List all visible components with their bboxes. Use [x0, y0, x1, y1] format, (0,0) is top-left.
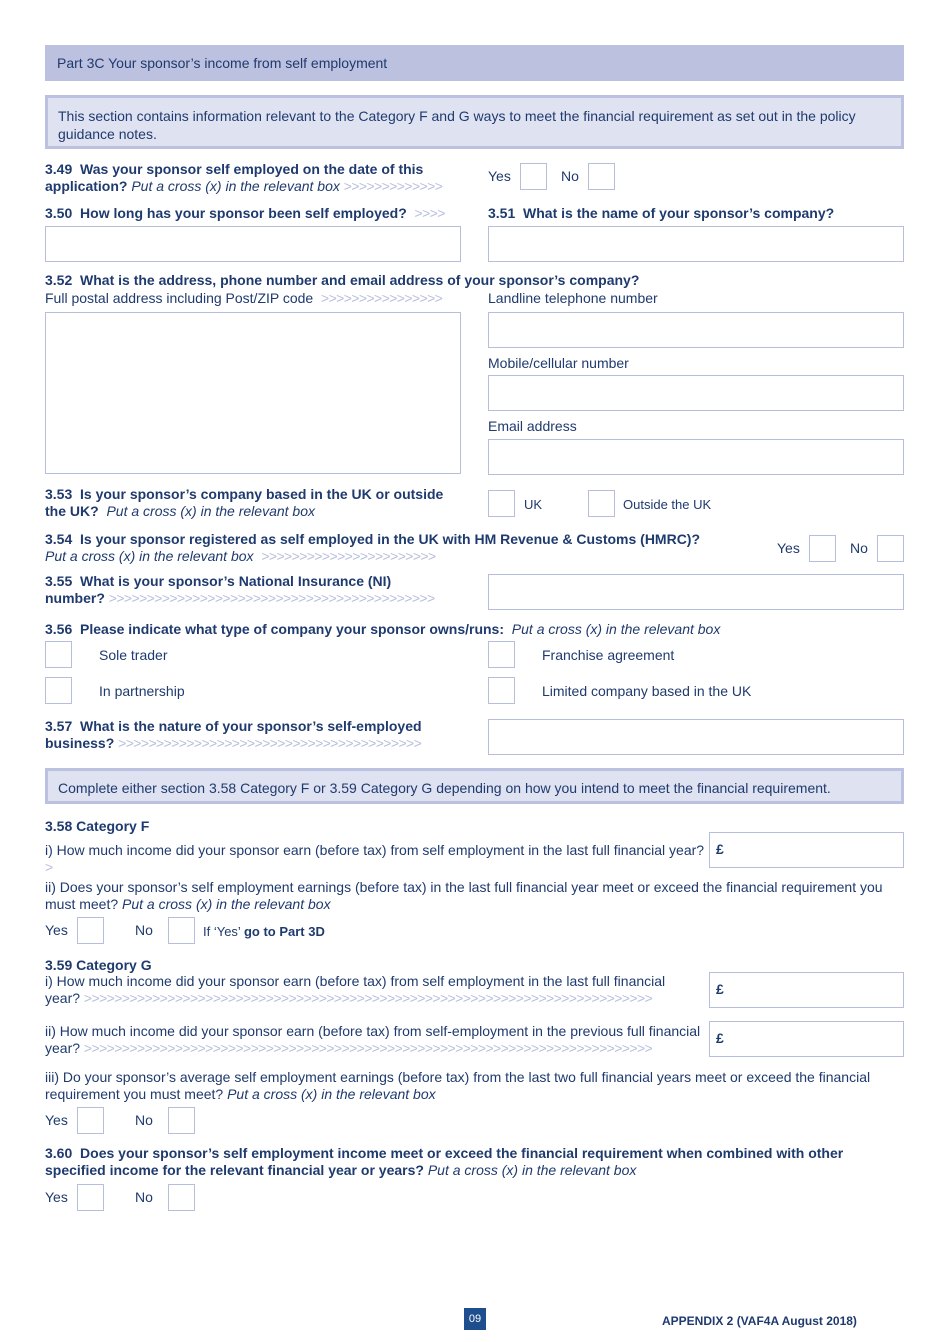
q354-yes-checkbox[interactable] — [809, 535, 836, 562]
pound-sign: £ — [716, 1030, 724, 1046]
q359-no-label: No — [135, 1112, 153, 1128]
section-title: Part 3C Your sponsor’s income from self employment — [57, 55, 388, 71]
partnership-checkbox[interactable] — [45, 677, 72, 704]
page-number: 09 — [464, 1308, 486, 1330]
q353-uk-label: UK — [524, 497, 543, 512]
q359-title: 3.59 Category G — [45, 957, 152, 973]
q360-no-label: No — [135, 1189, 153, 1205]
q359-ii-question: ii) How much income did your sponsor earn (before tax) from self-employment in the previous full financial year? >>>>>>>>>>>>>>>>>>>>>>>>>>>>>>>>>>>>>>>>>>>>>>>>>>>>>>>>>>>>>>>>>>>>>>>>>>> — [45, 1023, 701, 1056]
email-label: Email address — [488, 418, 577, 434]
q358-yes-label: Yes — [45, 922, 68, 938]
choice-band — [45, 768, 904, 804]
q360-no-checkbox[interactable] — [168, 1184, 195, 1211]
q357-question: 3.57 What is the nature of your sponsor’s self-employed business? >>>>>>>>>>>>>>>>>>>>>>>>>>>>>>>>>>>>>>>> — [45, 718, 422, 751]
franchise-checkbox[interactable] — [488, 641, 515, 668]
q354-yes-label: Yes — [777, 540, 800, 556]
q356-question: 3.56 Please indicate what type of company your sponsor owns/runs: Put a cross (x) in the relevant box — [45, 621, 721, 637]
q354-no-label: No — [850, 540, 868, 556]
q354-question: 3.54 Is your sponsor registered as self employed in the UK with HM Revenue & Customs (HMRC)? Put a cross (x) in the relevant box >>>>>>>>>>>>>>>>>>>>>>> — [45, 531, 701, 564]
q350-question: 3.50 How long has your sponsor been self employed? >>>> — [45, 205, 445, 221]
q360-question: 3.60 Does your sponsor’s self employment income meet or exceed the financial requirement when combined with other specified income for the relevant financial year or years? Put a cross (x) in the relevant box — [45, 1145, 844, 1178]
section-header — [45, 45, 904, 81]
ni-number-input[interactable] — [488, 574, 904, 610]
q358-ii-question: ii) Does your sponsor’s self employment earnings (before tax) in the last full financial year meet or exceed the financial requirement you must meet? Put a cross (x) in the relevant box — [45, 879, 883, 912]
intro-text: This section contains information relevant to the Category F and G ways to meet the financial requirement as set out in the policy guidance notes. — [58, 108, 856, 142]
q358-title: 3.58 Category F — [45, 818, 150, 834]
partnership-label: In partnership — [99, 683, 185, 699]
q359-i-question: i) How much income did your sponsor earn (before tax) from self employment in the last full financial year? >>>>>>>>>>>>>>>>>>>>>>>>>>>>>>>>>>>>>>>>>>>>>>>>>>>>>>>>>>>>>>>>>>>>>>>>>>> — [45, 973, 666, 1006]
q351-question: 3.51 What is the name of your sponsor’s company? — [488, 205, 835, 221]
mobile-label: Mobile/cellular number — [488, 355, 629, 371]
sole-trader-label: Sole trader — [99, 647, 168, 663]
business-nature-input[interactable] — [488, 719, 904, 755]
intro-band — [45, 95, 904, 149]
pound-sign: £ — [716, 841, 724, 857]
q358-no-checkbox[interactable] — [168, 917, 195, 944]
q360-yes-checkbox[interactable] — [77, 1184, 104, 1211]
q354-no-checkbox[interactable] — [877, 535, 904, 562]
limited-company-checkbox[interactable] — [488, 677, 515, 704]
q355-question: 3.55 What is your sponsor’s National Insurance (NI) number? >>>>>>>>>>>>>>>>>>>>>>>>>>>>>>>>>>>>>>>>>>> — [45, 573, 435, 606]
q353-question: 3.53 Is your sponsor’s company based in the UK or outside the UK? Put a cross (x) in the relevant box — [45, 486, 444, 519]
category-g-previous-year-input[interactable] — [709, 1021, 904, 1057]
q349-yes-checkbox[interactable] — [520, 163, 547, 190]
company-address-input[interactable] — [45, 312, 461, 474]
appendix-label: APPENDIX 2 (VAF4A August 2018) — [662, 1314, 857, 1328]
limited-company-label: Limited company based in the UK — [542, 683, 752, 699]
q359-yes-checkbox[interactable] — [77, 1107, 104, 1134]
landline-label: Landline telephone number — [488, 290, 658, 306]
q359-iii-question: iii) Do your sponsor’s average self employment earnings (before tax) from the last two full financial years meet or exceed the financial requirement you must meet? Put a cross (x) in the relevant box — [45, 1069, 871, 1102]
q353-outside-label: Outside the UK — [623, 497, 712, 512]
franchise-label: Franchise agreement — [542, 647, 675, 663]
q353-uk-checkbox[interactable] — [488, 490, 515, 517]
category-g-last-year-input[interactable] — [709, 972, 904, 1008]
q349-question: 3.49 Was your sponsor self employed on the date of this application? Put a cross (x) in the relevant box >>>>>>>>>>>>> — [45, 161, 443, 194]
q358-i-question: i) How much income did your sponsor earn (before tax) from self employment in the last full financial year? > — [45, 842, 705, 875]
category-f-income-input[interactable] — [709, 832, 904, 868]
q349-no-checkbox[interactable] — [588, 163, 615, 190]
q352-address-label: Full postal address including Post/ZIP code >>>>>>>>>>>>>>>> — [45, 290, 443, 306]
q360-yes-label: Yes — [45, 1189, 68, 1205]
q353-outside-checkbox[interactable] — [588, 490, 615, 517]
email-input[interactable] — [488, 439, 904, 475]
q349-no-label: No — [561, 168, 579, 184]
q349-yes-label: Yes — [488, 168, 511, 184]
q352-question: 3.52 What is the address, phone number and email address of your sponsor’s company? — [45, 272, 640, 288]
sole-trader-checkbox[interactable] — [45, 641, 72, 668]
q358-go-to: If ‘Yes’ go to Part 3D — [203, 924, 325, 939]
choice-text: Complete either section 3.58 Category F or 3.59 Category G depending on how you intend to meet the financial requirement. — [58, 780, 831, 796]
landline-input[interactable] — [488, 312, 904, 348]
q358-yes-checkbox[interactable] — [77, 917, 104, 944]
pound-sign: £ — [716, 981, 724, 997]
q359-no-checkbox[interactable] — [168, 1107, 195, 1134]
q358-no-label: No — [135, 922, 153, 938]
company-name-input[interactable] — [488, 226, 904, 262]
mobile-input[interactable] — [488, 375, 904, 411]
self-employed-duration-input[interactable] — [45, 226, 461, 262]
q359-yes-label: Yes — [45, 1112, 68, 1128]
